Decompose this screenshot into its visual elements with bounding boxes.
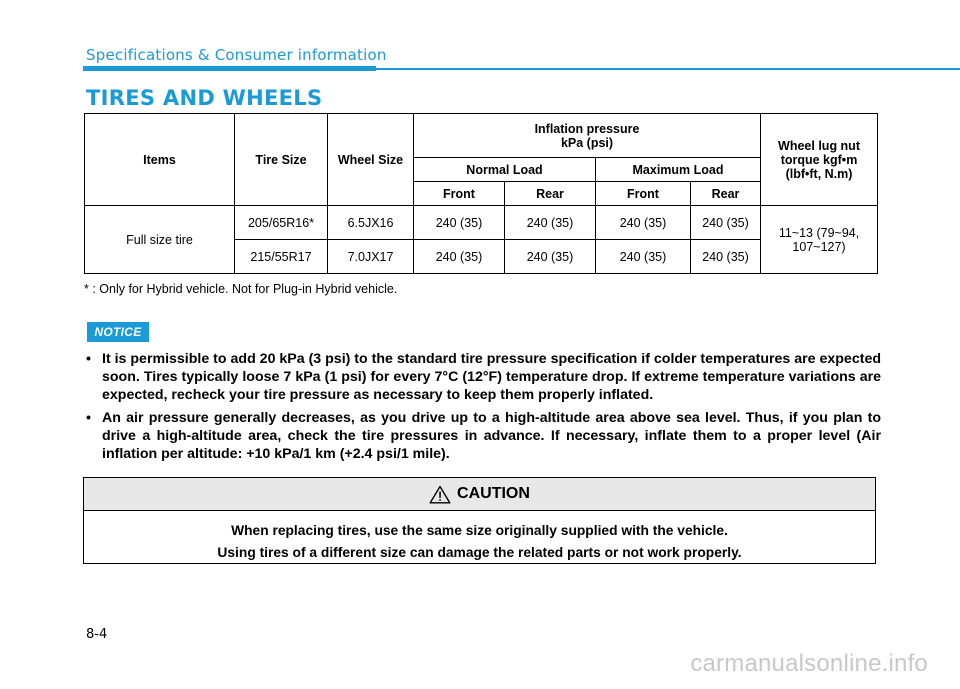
lug-label-3: (lbf•ft, N.m)	[785, 166, 853, 181]
lug-label-2: torque kgf•m	[780, 152, 858, 167]
notice-badge: NOTICE	[87, 322, 149, 342]
header-rule-thick	[83, 66, 376, 71]
header-max-front: Front	[596, 182, 691, 206]
tire-size-cell: 215/55R17	[235, 240, 328, 274]
page-title: TIRES AND WHEELS	[86, 86, 323, 110]
tire-size-cell: 205/65R16*	[235, 206, 328, 240]
bullet-icon: •	[86, 351, 91, 367]
caution-body	[84, 511, 875, 564]
wheel-size-cell: 6.5JX16	[328, 206, 414, 240]
table-row	[85, 206, 878, 240]
header-normal-rear: Rear	[505, 182, 596, 206]
header-normal-front: Front	[414, 182, 505, 206]
caution-line-1: When replacing tires, use the same size originally supplied with the vehicle.	[231, 523, 728, 538]
notice-list	[86, 351, 881, 470]
notice-text: It is permissible to add 20 kPa (3 psi) to the standard tire pressure specification if colder temperatures are expected soon. Tires typically loose 7 kPa (1 psi) for every 7°C (12°F) temperature drop. If extreme temperature variations are expected, recheck your tire pressure as necessary to keep them properly inflated.	[102, 351, 881, 403]
lug-label-1: Wheel lug nut	[778, 138, 860, 153]
lug-torque-cell	[761, 206, 878, 274]
wheel-size-cell: 7.0JX17	[328, 240, 414, 274]
lug-torque-value-2: 107~127)	[792, 239, 846, 254]
section-header: Specifications & Consumer information	[86, 46, 387, 64]
bullet-icon: •	[86, 410, 91, 427]
header-max-rear: Rear	[691, 182, 761, 206]
item-name-cell: Full size tire	[85, 206, 235, 274]
caution-header	[84, 478, 875, 511]
max-front-cell: 240 (35)	[596, 240, 691, 274]
normal-front-cell: 240 (35)	[414, 240, 505, 274]
watermark: carmanualsonline.info	[690, 650, 928, 677]
notice-item	[86, 410, 881, 463]
caution-title: CAUTION	[457, 485, 530, 502]
header-wheel-size: Wheel Size	[328, 114, 414, 206]
tire-spec-table	[84, 113, 878, 274]
max-front-cell: 240 (35)	[596, 206, 691, 240]
warning-triangle-icon	[429, 485, 451, 504]
header-items: Items	[85, 114, 235, 206]
normal-front-cell: 240 (35)	[414, 206, 505, 240]
caution-box	[83, 477, 876, 564]
page-number: 8-4	[86, 627, 108, 642]
header-maximum-load: Maximum Load	[596, 158, 761, 182]
header-tire-size: Tire Size	[235, 114, 328, 206]
header-inflation-pressure	[414, 114, 761, 158]
header-lug-nut-torque	[761, 114, 878, 206]
normal-rear-cell: 240 (35)	[505, 206, 596, 240]
max-rear-cell: 240 (35)	[691, 240, 761, 274]
notice-item	[86, 351, 881, 404]
lug-torque-value-1: 11~13 (79~94,	[778, 225, 860, 240]
header-normal-load: Normal Load	[414, 158, 596, 182]
notice-text: An air pressure generally decreases, as you drive up to a high-altitude area above sea level. Thus, if you plan to drive a high-altitude area, check the tire pressures in advance. If necessary, inflate them to a proper level (Air inflation per altitude: +10 kPa/1 km (+2.4 psi/1 mile).	[102, 410, 881, 462]
inflation-unit: kPa (psi)	[560, 135, 614, 150]
max-rear-cell: 240 (35)	[691, 206, 761, 240]
inflation-label: Inflation pressure	[534, 121, 640, 136]
table-footnote: * : Only for Hybrid vehicle. Not for Plug-in Hybrid vehicle.	[84, 282, 398, 296]
header-rule-thin	[376, 68, 960, 70]
caution-line-2: Using tires of a different size can damage the related parts or not work properly.	[217, 545, 742, 560]
normal-rear-cell: 240 (35)	[505, 240, 596, 274]
